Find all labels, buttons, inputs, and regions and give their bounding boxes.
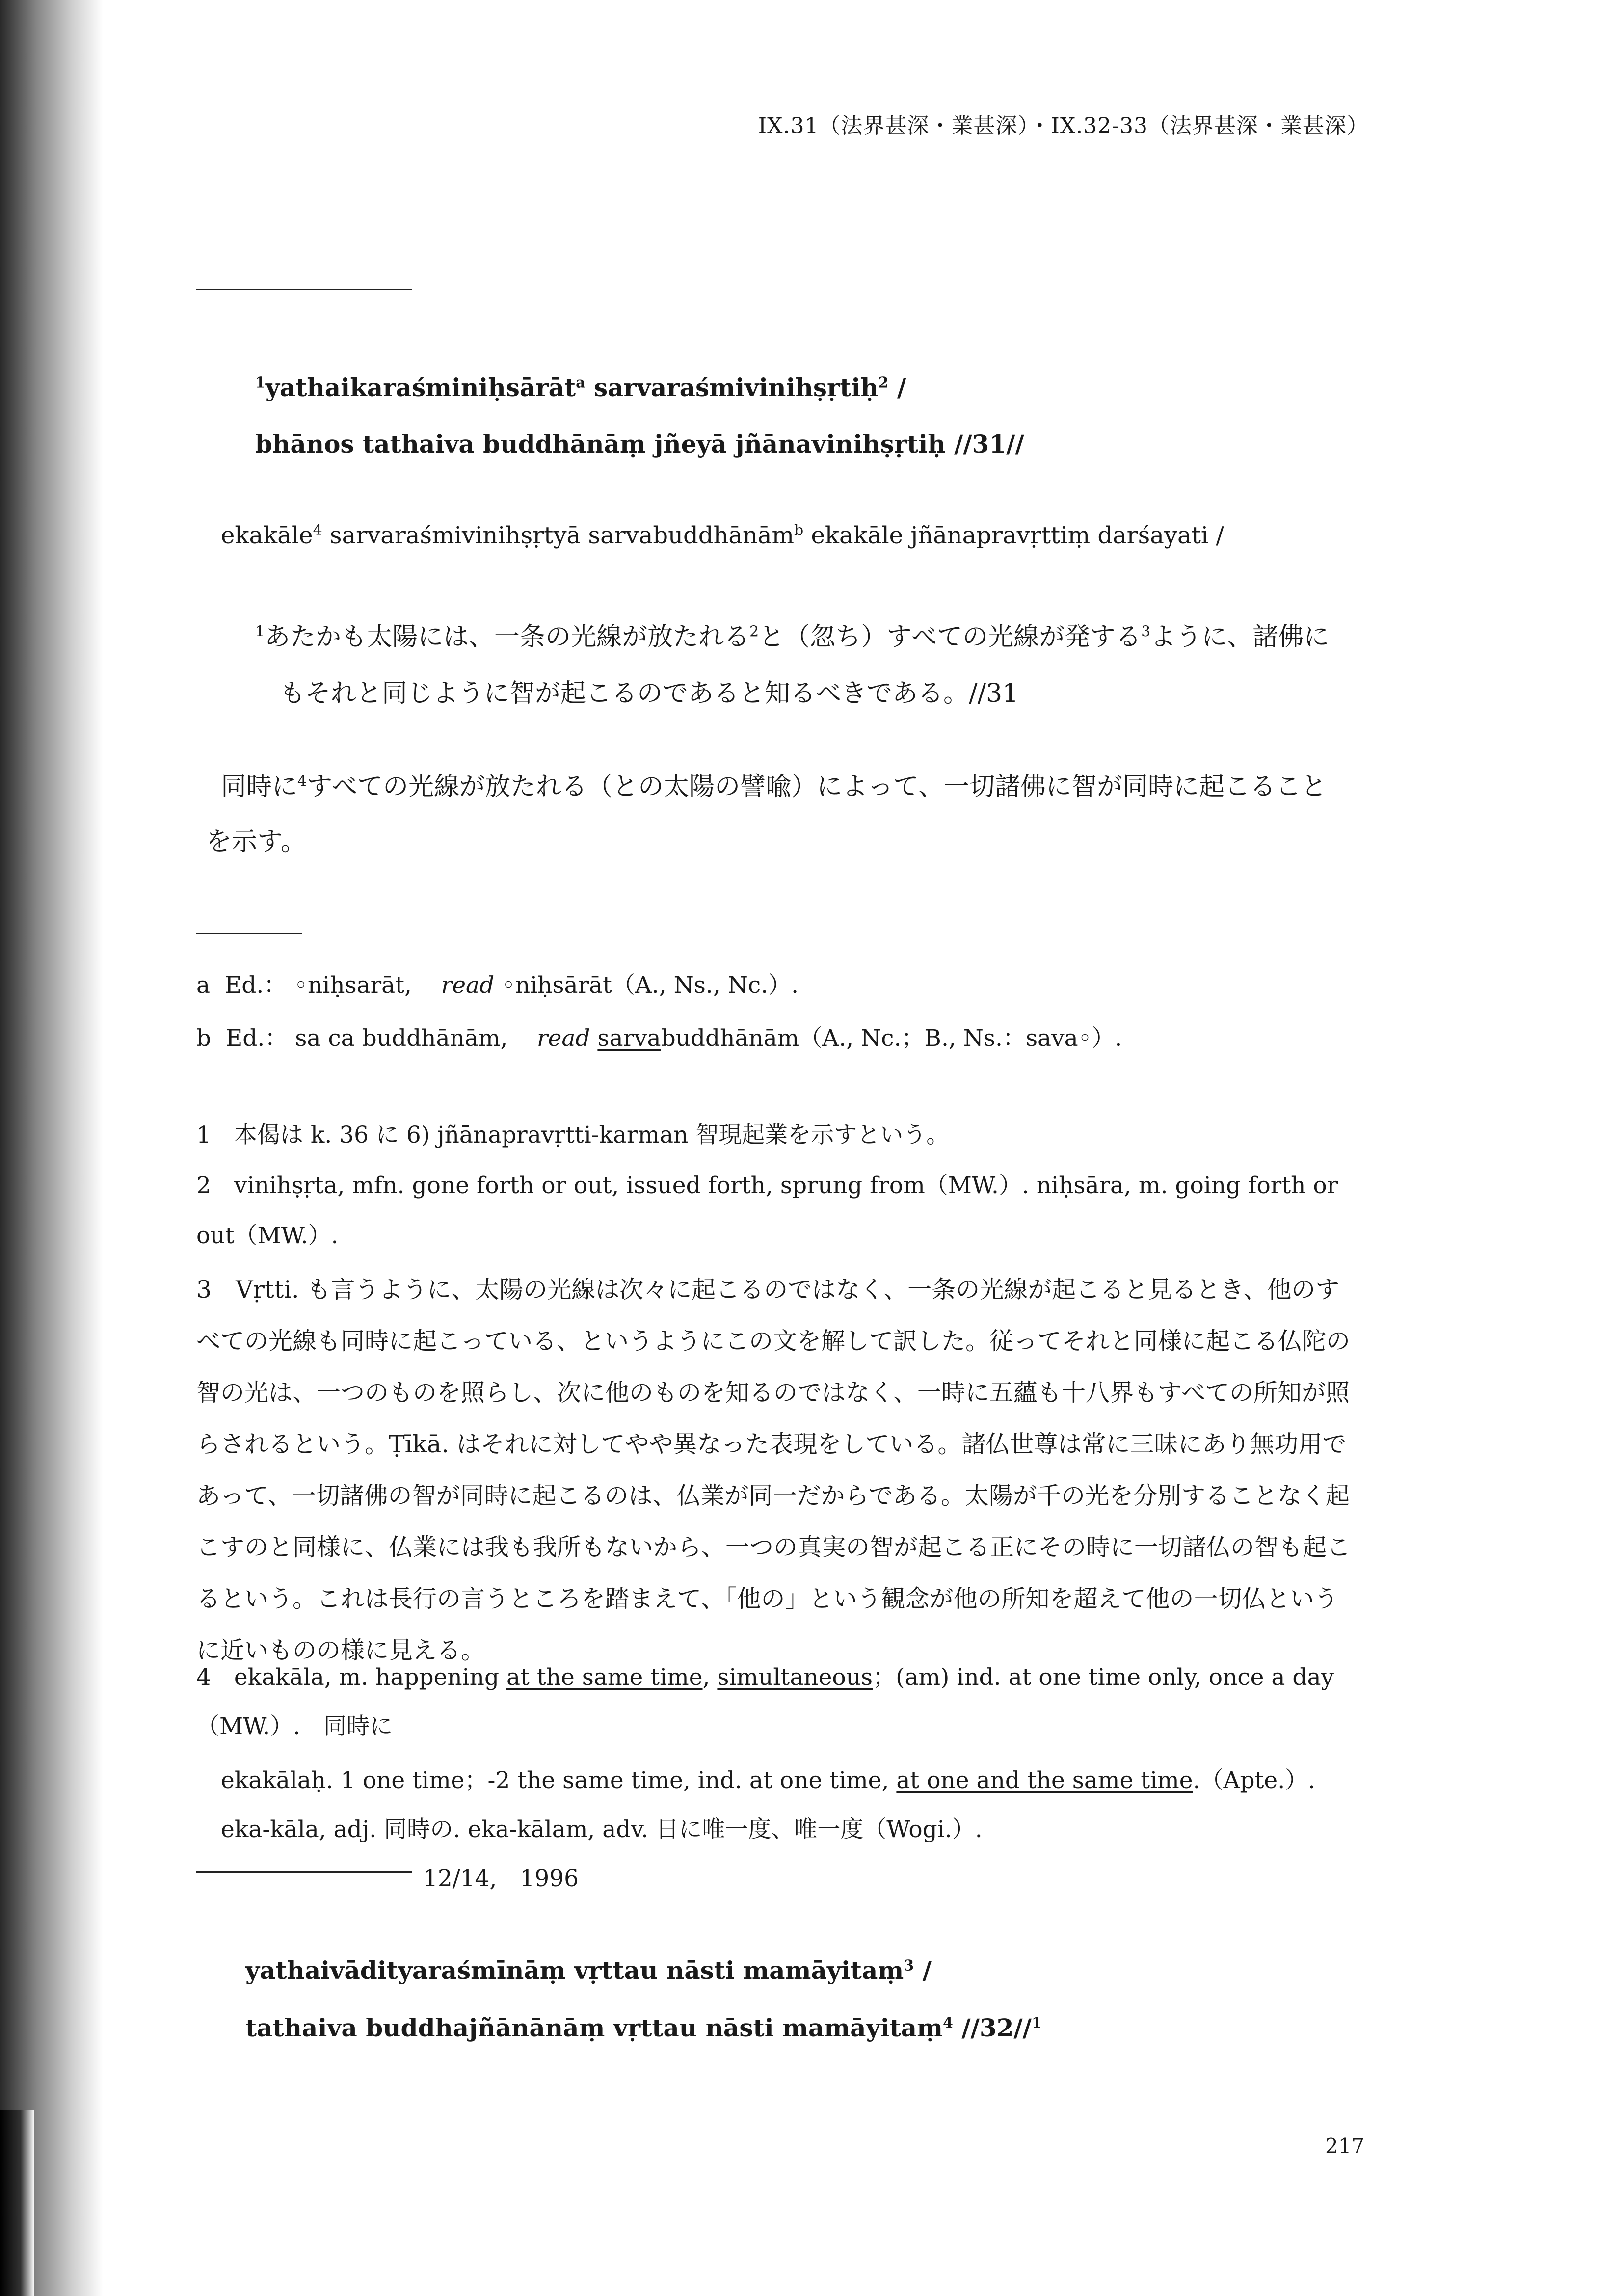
note-marker: 1: [1031, 2014, 1042, 2032]
notes-divider: [196, 933, 302, 934]
manuscript-sources: （A., Nc.；B., Ns.：sava◦）.: [799, 1025, 1122, 1052]
note-1: 1 本偈は k. 36 に 6) jñānapravṛtti-karman 智現起業を示すという。: [196, 1121, 950, 1148]
translation-text: あたかも太陽には、一条の光線が放たれる: [265, 622, 750, 652]
note-4-line-4: eka-kāla, adj. 同時の. eka-kālam, adv. 日に唯一度、唯一度（Wogi.）.: [221, 1816, 983, 1843]
correct-reading-underlined: sarva: [597, 1025, 661, 1052]
translation-verse-line-1: [255, 616, 1329, 653]
critical-note-b: [196, 1020, 1122, 1053]
date-stamp: 12/14, 1996: [423, 1865, 579, 1892]
read-label: read: [441, 972, 495, 999]
translation-text: 同時に: [221, 772, 298, 801]
note-marker: 4: [943, 2014, 953, 2032]
note-marker: b: [794, 522, 804, 539]
commentary-text: ekakāle: [221, 522, 313, 549]
note-label: b: [196, 1025, 212, 1052]
commentary-text: ekakāle jñānapravṛttiṃ darśayati /: [803, 522, 1224, 549]
edition-label: Ed.：: [225, 1025, 288, 1052]
verse-text: //32//: [953, 2013, 1032, 2042]
note-marker: 3: [1141, 623, 1151, 641]
verse-31-line-1: [255, 373, 906, 402]
verse-32-line-2: [245, 2013, 1042, 2042]
commentary-text: sarvaraśmivinihṣṛtyā sarvabuddhānām: [322, 522, 795, 549]
note-text: ；(am) ind. at one time only, once a day: [873, 1664, 1334, 1691]
verse-text: tathaiva buddhajñānānāṃ vṛttau nāsti mamāyitaṃ: [245, 2013, 943, 2042]
note-marker: a: [576, 374, 586, 392]
edition-label: Ed.：: [224, 972, 287, 999]
note-3: 3 Vṛtti. も言うように、太陽の光線は次々に起こるのではなく、一条の光線が起こると見るとき、他のすべての光線も同時に起こっている、というようにこの文を解して訳した。従ってそれと同様に起こる仏陀の智の光は、一つのものを照らし、次に他のものを知るのではなく、一時に五蘊も十八界もすべての所知が照らされるという。Ṭīkā. はそれに対してやや異なった表現をしている。諸仏世尊は常に三昧にあり無功用であって、一切諸佛の智が同時に起こるのは、仏業が同一だからである。太陽が千の光を分別することなく起こすのと同様に、仏業には我も我所もないから、一つの真実の智が起こる正にその時に一切諸仏の智も起こるという。これは長行の言うところを踏まえて、「他の」という観念が他の所知を超えて他の一切仏というに近いものの様に見える。: [196, 1276, 1351, 1664]
date-rule: [196, 1871, 412, 1873]
edition-reading: ◦niḥsarāt,: [294, 972, 412, 999]
note-4-line-2: （MW.）. 同時に: [196, 1713, 393, 1740]
translation-text: ように、諸佛に: [1150, 622, 1330, 652]
critical-note-a: [196, 967, 799, 1000]
note-text: 4 ekakāla, m. happening: [196, 1664, 506, 1691]
note-marker: 4: [313, 522, 322, 539]
note-label: a: [196, 972, 211, 999]
verse-text: yathaikaraśminiḥsārāt: [265, 373, 576, 402]
translation-verse-line-2: もそれと同じように智が起こるのであると知るべきである。//31: [280, 679, 1019, 708]
scan-shadow-edge-bottom: [0, 2110, 34, 2296]
underlined-gloss: at one and the same time: [896, 1767, 1193, 1794]
underlined-gloss: at the same time: [506, 1664, 703, 1691]
verse-text: /: [914, 1956, 932, 1985]
translation-text: と（忽ち）すべての光線が発する: [759, 622, 1142, 652]
note-text: ,: [702, 1664, 718, 1691]
verse-text: /: [888, 373, 906, 402]
underlined-gloss: simultaneous: [717, 1664, 873, 1691]
manuscript-sources: （A., Ns., Nc.）.: [612, 972, 799, 999]
top-divider: [196, 289, 412, 290]
page-number: 217: [1325, 2134, 1365, 2158]
note-marker: 2: [878, 374, 889, 392]
translation-commentary-line-1: [221, 766, 1327, 802]
verse-31-line-2: bhānos tathaiva buddhānāṃ jñeyā jñānavinihṣṛtiḥ //31//: [255, 429, 1024, 458]
translation-commentary-line-2: を示す。: [206, 827, 306, 856]
note-marker: 1: [255, 623, 265, 641]
note-marker: 3: [904, 1957, 914, 1975]
commentary-31: [221, 522, 1224, 549]
running-head: IX.31（法界甚深・業甚深）・IX.32-33（法界甚深・業甚深）: [758, 113, 1369, 138]
note-text: ekakālaḥ. 1 one time；-2 the same time, ind. at one time,: [221, 1767, 897, 1794]
note-2-line-1: 2 vinihṣṛta, mfn. gone forth or out, issued forth, sprung from（MW.）. niḥsāra, m. going forth or: [196, 1172, 1338, 1199]
note-marker: 4: [297, 773, 307, 790]
note-marker: 1: [255, 374, 266, 392]
verse-text: yathaivādityaraśmīnāṃ vṛttau nāsti mamāyitaṃ: [245, 1956, 904, 1985]
note-4-line-1: [196, 1659, 1334, 1692]
scan-shadow-edge: [0, 0, 103, 2296]
note-text: .（Apte.）.: [1193, 1767, 1316, 1794]
note-marker: 2: [749, 623, 759, 641]
note-4-line-3: [221, 1762, 1315, 1795]
correct-reading: buddhānām: [661, 1025, 799, 1052]
edition-reading: sa ca buddhānām,: [295, 1025, 508, 1052]
read-label: read: [537, 1025, 590, 1052]
correct-reading: ◦niḥsārāt: [502, 972, 612, 999]
verse-text: sarvaraśmivinihṣṛtiḥ: [585, 373, 879, 402]
verse-32-line-1: [245, 1956, 932, 1985]
translation-text: すべての光線が放たれる（との太陽の譬喩）によって、一切諸佛に智が同時に起こること: [307, 772, 1327, 801]
note-2-line-2: out（MW.）.: [196, 1222, 339, 1249]
